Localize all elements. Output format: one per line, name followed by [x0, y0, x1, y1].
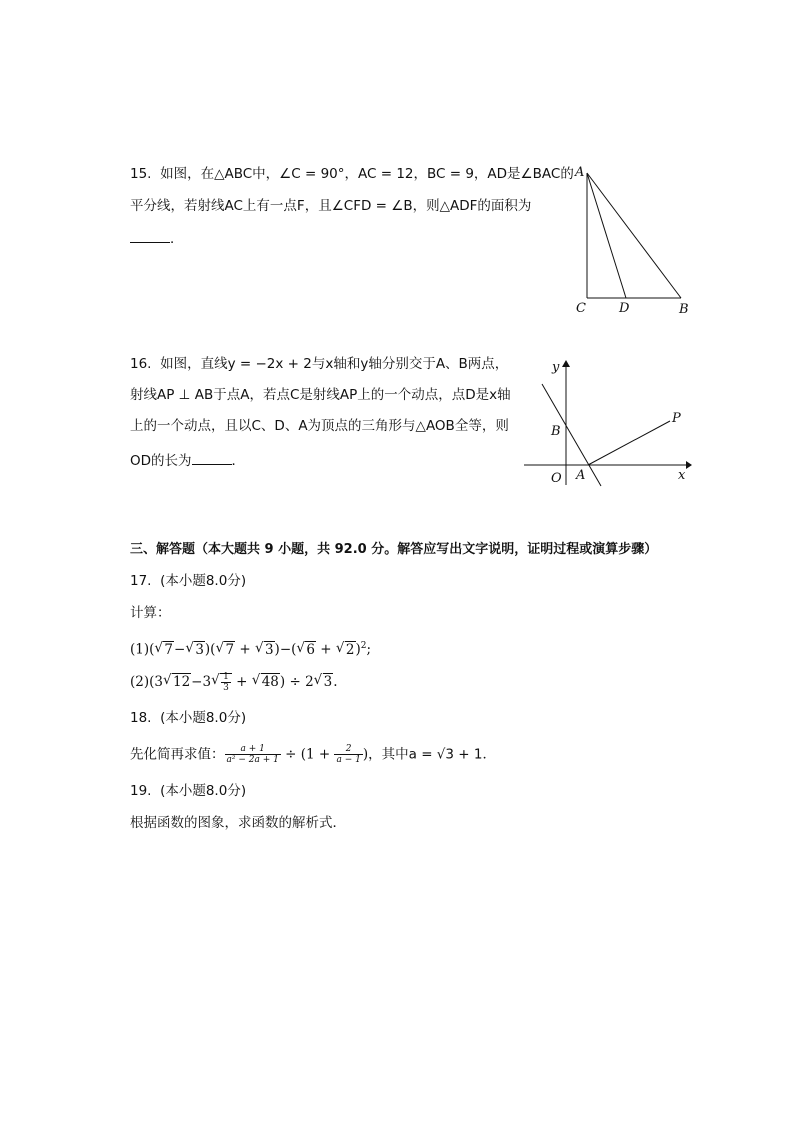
- q19-number: 19.: [130, 783, 152, 799]
- y-axis-arrow: [562, 360, 570, 367]
- section-3-title: 三、解答题（本大题共 9 小题，共 92.0 分。解答应写出文字说明，证明过程或演算步骤）: [130, 542, 658, 557]
- q16-period: ．: [231, 453, 246, 469]
- q16-line-1: [130, 354, 508, 374]
- q15-line-3: [130, 228, 184, 249]
- label-a: A: [576, 468, 586, 483]
- q16-line-2: 射线AP ⊥ AB于点A，若点C是射线AP上的一个动点，点D是x轴: [130, 387, 511, 403]
- segment-ab: [587, 173, 681, 298]
- x-axis-arrow: [686, 461, 692, 469]
- q19-header: [130, 781, 246, 801]
- q15-line-2: 平分线，若射线AC上有一点F，且∠CFD = ∠B，则△ADF的面积为: [130, 198, 532, 214]
- q17-part-2: (2)(3√ 12−3 √ $\frac{1}{3}$ + √ 48) ÷ 2√ 3.: [130, 672, 338, 693]
- q16-line-4: [130, 450, 245, 471]
- segment-ad: [587, 173, 626, 298]
- q17-number: 17.: [130, 573, 152, 589]
- q16-text-4: OD的长为: [130, 453, 192, 469]
- ray-ap: [588, 421, 670, 465]
- q17-prompt: 计算：: [130, 605, 171, 621]
- answer-blank: [130, 228, 170, 243]
- q19-points: (本小题8.0分): [160, 783, 247, 799]
- q18-expression: 先化简再求值： $\frac{a + 1}{\text{a² − 2a + 1}}$ ÷ (1 + $\frac{2}{a - 1}$ )，其中a = √3 + 1．: [130, 744, 496, 765]
- q15-triangle-figure: [570, 160, 700, 320]
- q18-fraction-1: $\frac{a + 1}{\text{a² − 2a + 1}}$: [226, 744, 279, 765]
- label-p: P: [672, 411, 681, 426]
- q17-part-2-label: (2): [130, 674, 150, 690]
- q16-text-1: 如图，直线y = −2x + 2与x轴和y轴分别交于A、B两点，: [160, 356, 509, 372]
- answer-blank: [192, 450, 232, 465]
- q15-text-1: 如图，在△ABC中，∠C = 90°，AC = 12，BC = 9，AD是∠BAC的: [160, 166, 574, 182]
- q17-header: [130, 571, 246, 591]
- label-a: A: [575, 165, 585, 180]
- q19-prompt: 根据函数的图象，求函数的解析式．: [130, 815, 346, 831]
- q18-points: (本小题8.0分): [160, 710, 247, 726]
- label-x: x: [678, 468, 686, 483]
- q15-number: 15.: [130, 166, 152, 182]
- label-d: D: [619, 301, 630, 316]
- q18-header: [130, 708, 246, 728]
- q18-number: 18.: [130, 710, 152, 726]
- q17-part-1-label: (1): [130, 641, 150, 658]
- q16-line-3: 上的一个动点，且以C、D、A为顶点的三角形与△AOB全等，则: [130, 418, 509, 434]
- q18-condition: ，其中a = √3 + 1．: [368, 746, 496, 763]
- q16-coordinate-figure: [520, 355, 695, 490]
- q18-prompt: 先化简再求值：: [130, 746, 225, 763]
- q17-points: (本小题8.0分): [160, 573, 247, 589]
- q16-number: 16.: [130, 356, 152, 372]
- q18-fraction-2: $\frac{2}{a - 1}$: [336, 744, 361, 765]
- label-o: O: [551, 471, 562, 486]
- label-b: B: [679, 302, 689, 317]
- q15-line-1: [130, 164, 574, 184]
- q15-period: ．: [170, 231, 184, 247]
- q17-part-1: (1)(√ 7−√ 3)(√ 7 + √ 3)−(√ 6 + √ 2)$^2$;: [130, 636, 371, 660]
- label-c: C: [576, 301, 586, 316]
- label-y: y: [552, 360, 560, 375]
- label-b: B: [551, 424, 561, 439]
